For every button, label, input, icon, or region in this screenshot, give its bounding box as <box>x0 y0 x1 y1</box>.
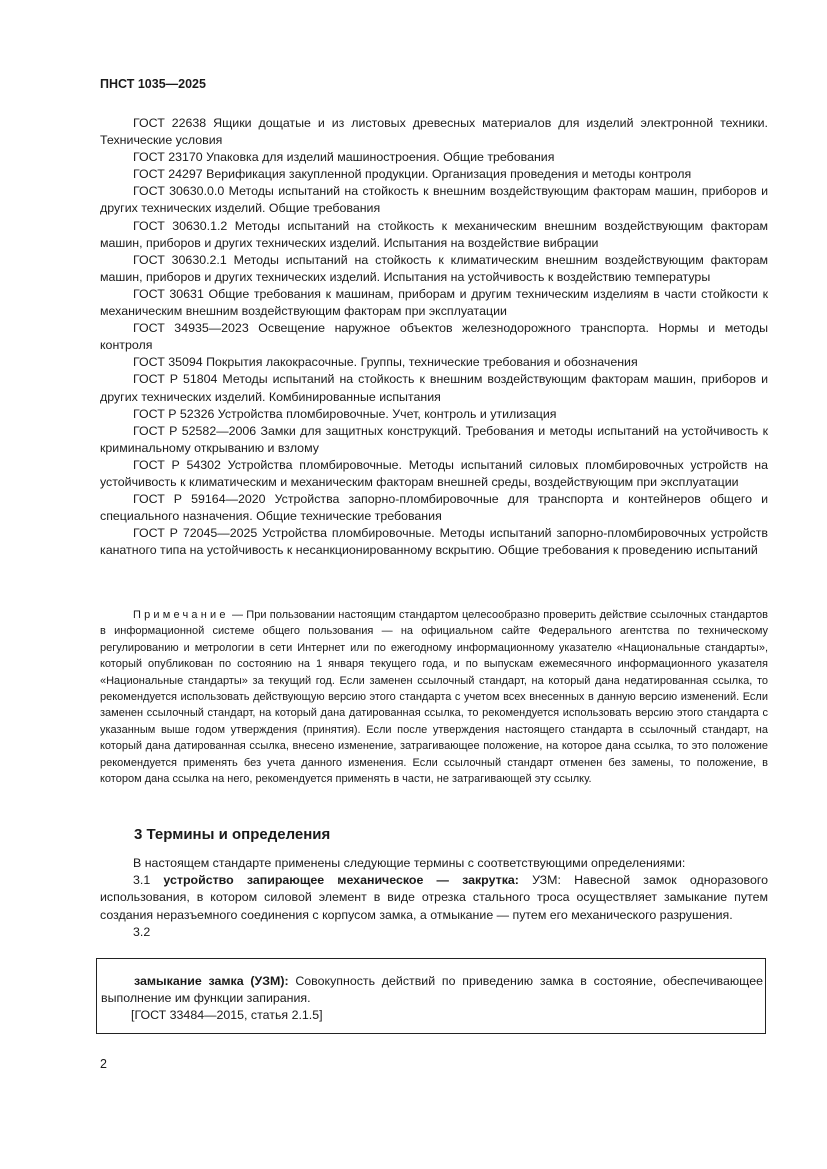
document-header: ПНСТ 1035—2025 <box>100 77 206 91</box>
reference-item: ГОСТ Р 59164—2020 Устройства запорно-пломбировочные для транспорта и контейнеров общего и специального назначения. Общие технические требования <box>100 492 768 524</box>
term-3-1 <box>100 872 768 924</box>
term-3-2-number: 3.2 <box>133 924 151 939</box>
note-text: — При пользовании настоящим стандартом целесообразно проверить действие ссылочных стандартов в информационной системе общего пользования — на официальном сайте Федерального агентства по техническому регулированию и метрологии в сети Интернет или по ежегодному информационному указателю «Национальные стандарты», который опубликован по состоянию на 1 января текущего года, и по выпускам ежемесячного информационного указателя «Национальные стандарты» за текущий год. Если заменен ссылочный стандарт, на который дана недатированная ссылка, то рекомендуется использовать действующую версию этого стандарта с учетом всех внесенных в данную версию изменений. Если заменен ссылочный стандарт, на который дана датированная ссылка, то рекомендуется использовать версию этого стандарта с указанным выше годом утверждения (принятия). Если после утверждения настоящего стандарта в ссылочный стандарт, на который дана датированная ссылка, внесено изменение, затрагивающее положение, на которое дана ссылка, то это положение рекомендуется применять без учета данного изменения. Если ссылочный стандарт отменен без замены, то положение, в котором дана ссылка на него, рекомендуется применять в части, не затрагивающей эту ссылку. <box>100 609 768 786</box>
reference-item: ГОСТ 30630.1.2 Методы испытаний на стойкость к механическим внешним воздействующим факторам машин, приборов и других технических изделий. Испытания на воздействие вибрации <box>100 218 768 250</box>
term-source: [ГОСТ 33484—2015, статья 2.1.5] <box>131 1008 323 1023</box>
reference-item: ГОСТ Р 51804 Методы испытаний на стойкость к внешним воздействующим факторам машин, приборов и других технических изделий. Комбинированные испытания <box>100 372 768 404</box>
normative-references <box>100 115 768 559</box>
reference-item: ГОСТ 34935—2023 Освещение наружное объектов железнодорожного транспорта. Нормы и методы контроля <box>100 321 768 353</box>
note-block <box>100 607 768 787</box>
terms-section <box>100 855 768 941</box>
reference-item: ГОСТ 23170 Упаковка для изделий машиностроения. Общие требования <box>133 150 555 165</box>
section-title: 3 Термины и определения <box>134 826 331 843</box>
reference-item: ГОСТ Р 54302 Устройства пломбировочные. Методы испытаний силовых пломбировочных устройств на устойчивость к климатическим и механическим факторам внешней среды, воздействующим при эксплуатации <box>100 457 768 489</box>
note-paragraph <box>100 607 768 787</box>
reference-item: ГОСТ Р 52326 Устройства пломбировочные. Учет, контроль и утилизация <box>133 406 557 421</box>
reference-item: ГОСТ 30630.0.0 Методы испытаний на стойкость к внешним воздействующим факторам машин, приборов и других технических изделий. Общие требования <box>100 184 768 216</box>
term-name: устройство запирающее механическое — закрутка: <box>163 873 519 888</box>
reference-item: ГОСТ Р 72045—2025 Устройства пломбировочные. Методы испытаний запорно-пломбировочных устройств канатного типа на устойчивость к несанкционированному вскрытию. Общие требования к проведению испытаний <box>100 526 768 558</box>
section-intro: В настоящем стандарте применены следующие термины с соответствующими определениями: <box>133 856 686 870</box>
page-number: 2 <box>100 1057 107 1071</box>
reference-item: ГОСТ 22638 Ящики дощатые и из листовых древесных материалов для изделий электронной техники. Технические условия <box>100 116 768 148</box>
term-definition: Совокупность действий по приведению замка в состояние, обеспечивающее выполнение им функции запирания. <box>101 974 763 1006</box>
definition-box <box>96 958 766 1034</box>
reference-item: ГОСТ 24297 Верификация закупленной продукции. Организация проведения и методы контроля <box>133 167 692 182</box>
term-abbrev: УЗМ: <box>518 873 561 888</box>
reference-item: ГОСТ 30630.2.1 Методы испытаний на стойкость к климатическим внешним воздействующим факторам машин, приборов и других технических изделий. Испытания на устойчивость к воздействию температуры <box>100 252 768 284</box>
term-definition: Навесной замок одноразового использования, в котором силовой элемент в виде отрезка стального троса осуществляет замыкание путем создания неразъемного соединения с корпусом замка, а отмыкание — путем его механического разрушения. <box>100 873 768 922</box>
reference-item: ГОСТ 35094 Покрытия лакокрасочные. Группы, технические требования и обозначения <box>133 355 638 370</box>
term-3-2 <box>101 973 763 1007</box>
reference-item: ГОСТ Р 52582—2006 Замки для защитных конструкций. Требования и методы испытаний на устойчивость к криминальному открыванию и взлому <box>100 423 768 455</box>
note-label: Примечание <box>133 609 229 621</box>
reference-item: ГОСТ 30631 Общие требования к машинам, приборам и другим техническим изделиям в части стойкости к механическим внешним воздействующим факторам при эксплуатации <box>100 286 768 319</box>
term-number: 3.1 <box>133 873 164 888</box>
term-name: замыкание замка (УЗМ): <box>134 974 289 988</box>
